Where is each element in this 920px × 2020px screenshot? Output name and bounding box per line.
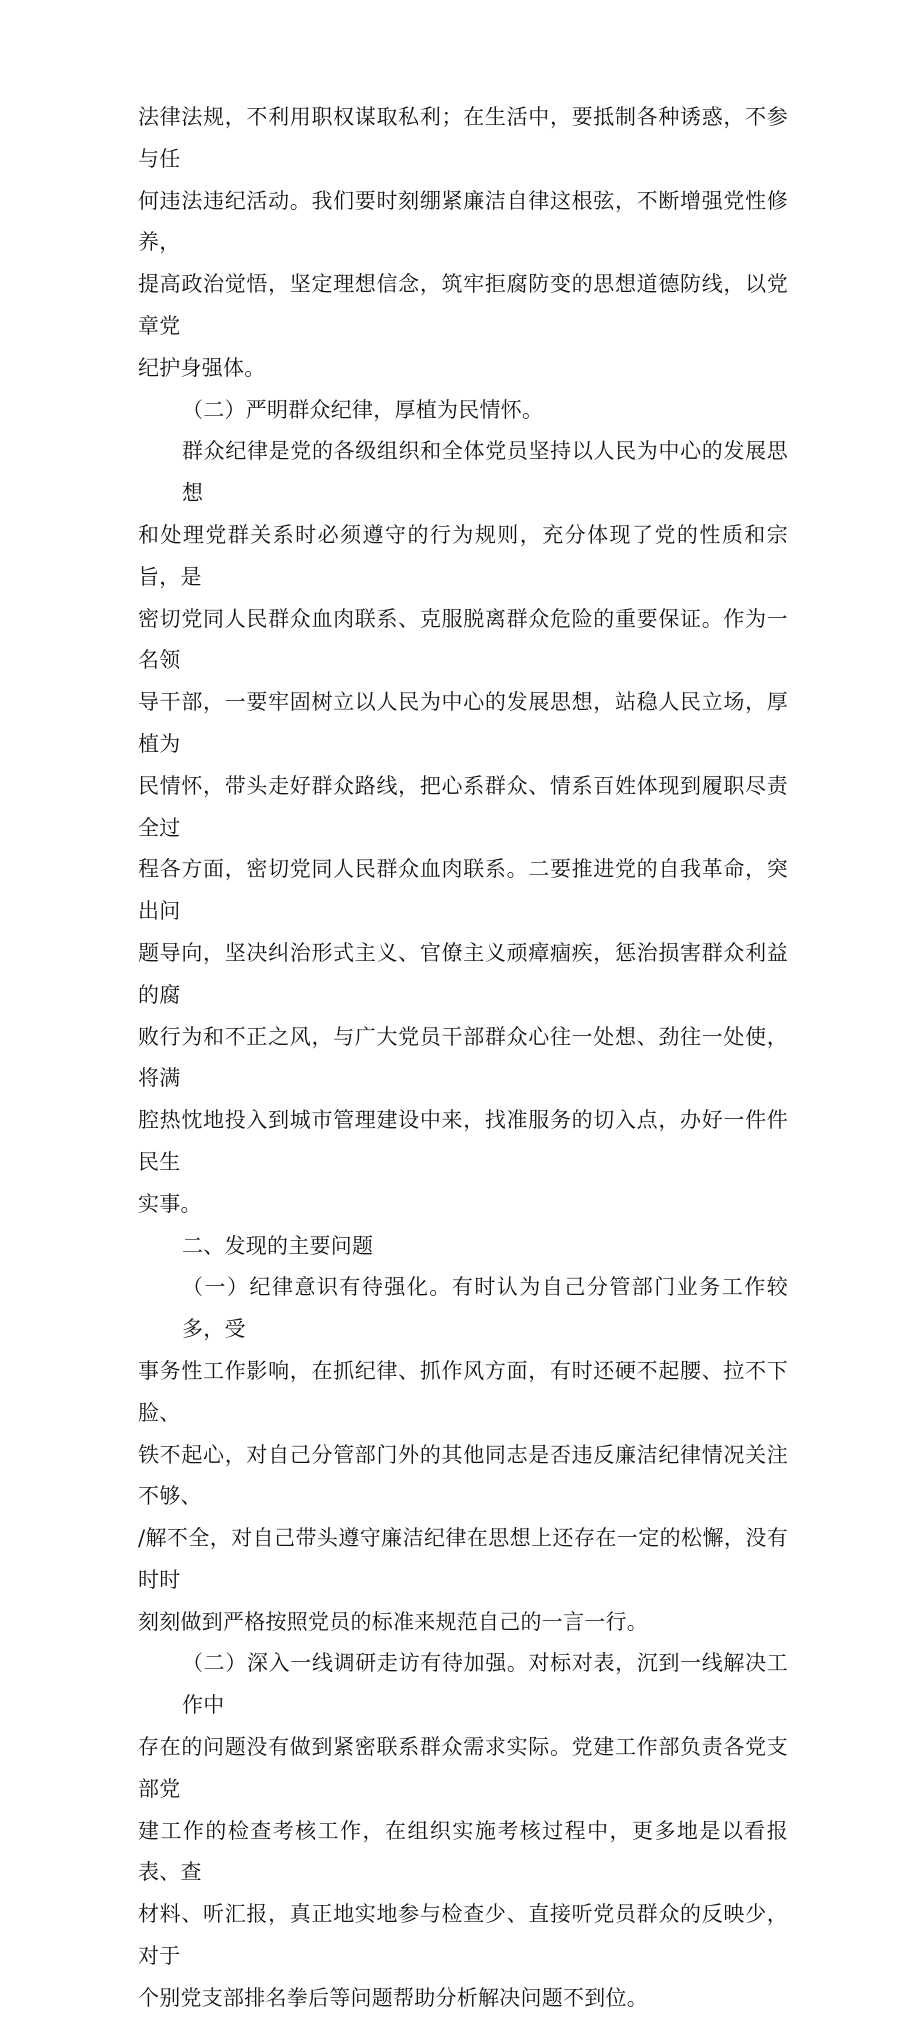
section-heading-main-problems: [138, 1226, 788, 1268]
text-line: /解不全，对自己带头遵守廉洁纪律在思想上还存在一定的松懈，没有时时: [138, 1526, 788, 1592]
paragraph-discipline-awareness: [138, 1267, 788, 1643]
text-line: 败行为和不正之风，与广大党员干部群众心往一处想、劲往一处使，将满: [138, 1024, 788, 1091]
text-line: 题导向，坚决纠治形式主义、官僚主义顽瘴痼疾，惩治损害群众利益的腐: [138, 940, 788, 1007]
text-line: 建工作的检查考核工作，在组织实施考核过程中，更多地是以看报表、查: [138, 1818, 788, 1885]
paragraph-mass-discipline: [138, 431, 788, 1225]
text-line: 群众纪律是党的各级组织和全体党员坚持以人民为中心的发展思想: [182, 439, 788, 506]
text-line: 何违法违纪活动。我们要时刻绷紧廉洁自律这根弦，不断增强党性修养，: [138, 188, 788, 255]
text-line: 程各方面，密切党同人民群众血肉联系。二要推进党的自我革命，突出问: [138, 857, 788, 924]
text-line: 法律法规，不利用职权谋取私利；在生活中，要抵制各种诱惑，不参与任: [138, 105, 788, 171]
text-line: 实事。: [138, 1191, 202, 1216]
text-line: 事务性工作影响，在抓纪律、抓作风方面，有时还硬不起腰、拉不下脸、: [138, 1358, 788, 1425]
text-line: 密切党同人民群众血肉联系、克服脱离群众危险的重要保证。作为一名领: [138, 606, 788, 673]
text-line: 和处理党群关系时必须遵守的行为规则，充分体现了党的性质和宗旨，是: [138, 522, 788, 589]
text-line: 材料、听汇报，真正地实地参与检查少、直接听党员群众的反映少，对于: [138, 1902, 788, 1969]
paragraph-continuation: [138, 97, 788, 390]
document-body: [138, 97, 788, 2020]
paragraph-frontline-research: [138, 1643, 788, 2019]
heading-text: （二）严明群众纪律，厚植为民情怀。: [182, 397, 544, 422]
text-line: 提高政治觉悟，坚定理想信念，筑牢拒腐防变的思想道德防线，以党章党: [138, 272, 788, 338]
text-line: 腔热忱地投入到城市管理建设中来，找准服务的切入点，办好一件件民生: [138, 1108, 788, 1174]
text-line: 存在的问题没有做到紧密联系群众需求实际。党建工作部负责各党支部党: [138, 1735, 788, 1801]
text-line: 民情怀，带头走好群众路线，把心系群众、情系百姓体现到履职尽责全过: [138, 773, 788, 840]
text-line: （一）纪律意识有待强化。有时认为自己分管部门业务工作较多，受: [182, 1275, 788, 1342]
text-line: 导干部，一要牢固树立以人民为中心的发展思想，站稳人民立场，厚植为: [138, 690, 788, 756]
section-heading-mass-discipline: [138, 390, 788, 432]
text-line: （二）深入一线调研走访有待加强。对标对表，沉到一线解决工作中: [182, 1651, 788, 1718]
text-line: 刻刻做到严格按照党员的标准来规范自己的一言一行。: [138, 1609, 648, 1634]
text-line: 纪护身强体。: [138, 355, 266, 380]
text-line: 铁不起心，对自己分管部门外的其他同志是否违反廉洁纪律情况关注不够、: [138, 1442, 788, 1509]
heading-text: 二、发现的主要问题: [182, 1233, 374, 1258]
text-line: 个别党支部排名拳后等问题帮助分析解决问题不到位。: [138, 1985, 648, 2010]
